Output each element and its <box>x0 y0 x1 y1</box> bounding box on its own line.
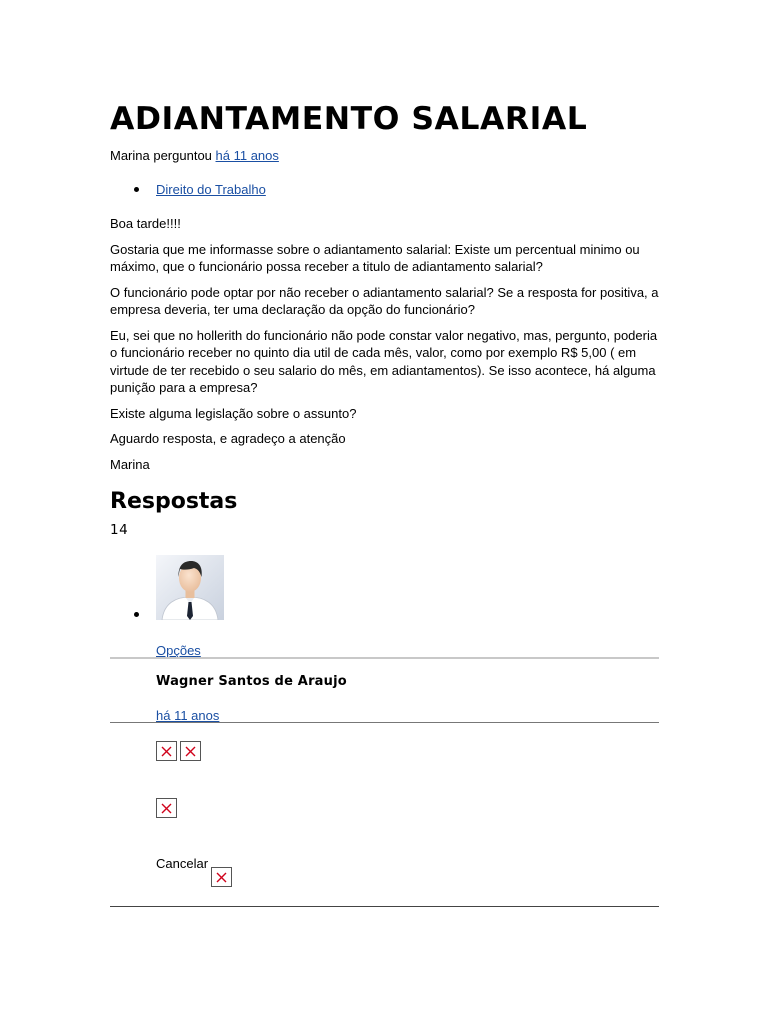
tag-item <box>110 181 266 198</box>
broken-image-icon[interactable] <box>156 741 177 761</box>
question-paragraph: Boa tarde!!!! <box>110 216 181 231</box>
answer-when-link[interactable]: há 11 anos <box>156 708 220 723</box>
cancel-button[interactable]: Cancelar <box>156 856 209 871</box>
question-body <box>110 215 659 481</box>
divider <box>110 657 659 659</box>
question-paragraph: Eu, sei que no hollerith do funcionário não pode constar valor negativo, mas, pergunto, poderia o funcionário receber no quinto dia util de cada mês, valor, como por exemplo R$ 5,00 ( em virtude de ter recebido o seu salario do mês, em adiantamentos). Se isso acontece, há alguma punição para a empresa? <box>110 327 658 395</box>
question-meta <box>110 147 279 164</box>
question-paragraph: Gostaria que me informasse sobre o adiantamento salarial: Existe um percentual minimo ou máximo, que o funcionário possa receber a titulo de adiantamento salarial? <box>110 241 640 274</box>
divider <box>110 722 659 723</box>
broken-image-icon[interactable] <box>211 867 232 887</box>
tag-list <box>110 181 266 198</box>
user-avatar-icon[interactable] <box>156 555 224 620</box>
answer-list-bullet <box>134 612 139 617</box>
question-paragraph: Aguardo resposta, e agradeço a atenção <box>110 431 346 446</box>
answers-count: 14 <box>110 522 129 538</box>
question-paragraph: Marina <box>110 456 150 472</box>
tag-link-direito-do-trabalho[interactable]: Direito do Trabalho <box>156 182 266 197</box>
question-paragraph: O funcionário pode optar por não receber o adiantamento salarial? Se a resposta for positiva, a empresa deveria, ter uma declaração da opção do funcionário? <box>110 284 659 317</box>
asker-text: Marina perguntou <box>110 148 216 163</box>
options-link[interactable]: Opções <box>156 643 201 658</box>
answers-heading: Respostas <box>110 489 238 514</box>
question-title: ADIANTAMENTO SALARIAL <box>110 101 588 137</box>
answer-author: Wagner Santos de Araujo <box>156 674 347 689</box>
question-paragraph: Existe alguma legislação sobre o assunto? <box>110 405 357 421</box>
divider <box>110 906 659 907</box>
asked-when-link[interactable]: há 11 anos <box>215 148 279 163</box>
broken-image-icon[interactable] <box>156 798 177 818</box>
broken-image-icon[interactable] <box>180 741 201 761</box>
